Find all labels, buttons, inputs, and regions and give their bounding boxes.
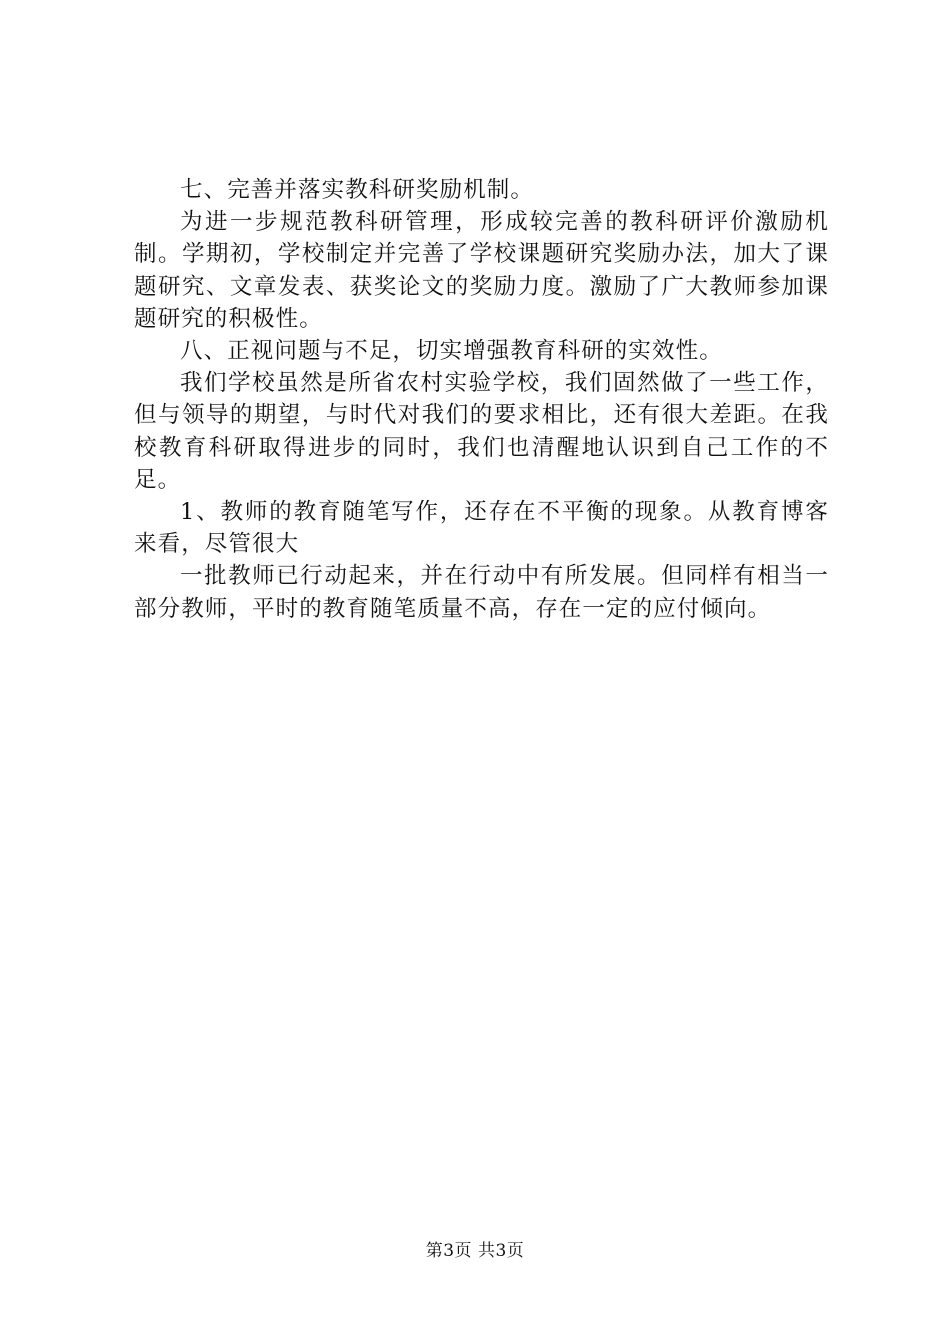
section-heading-8: 八、正视问题与不足，切实增强教育科研的实效性。 bbox=[180, 338, 723, 365]
page-footer: 第3页 共3页 bbox=[425, 1241, 525, 1261]
section-heading-7: 七、完善并落实教科研奖励机制。 bbox=[180, 177, 535, 203]
paragraph-school-status: 我们学校虽然是所省农村实验学校，我们固然做了一些工作，但与领导的期望，与时代对我们的要求相比，还有很大差距。在我校教育科研取得进步的同时，我们也清醒地认识到自己工作的不足。 bbox=[134, 370, 829, 493]
paragraph-item-1: 1、教师的教育随笔写作，还存在不平衡的现象。从教育博客来看，尽管很大 bbox=[134, 499, 829, 558]
paragraph-incentive-mechanism: 为进一步规范教科研管理，形成较完善的教科研评价激励机制。学期初，学校制定并完善了学校课题研究奖励办法，加大了课题研究、文章发表、获奖论文的奖励力度。激励了广大教师参加课题研究的积极性。 bbox=[134, 209, 829, 332]
paragraph-item-1-continued: 一批教师已行动起来，并在行动中有所发展。但同样有相当一部分教师，平时的教育随笔质量不高，存在一定的应付倾向。 bbox=[134, 563, 829, 622]
document-body bbox=[134, 174, 829, 625]
